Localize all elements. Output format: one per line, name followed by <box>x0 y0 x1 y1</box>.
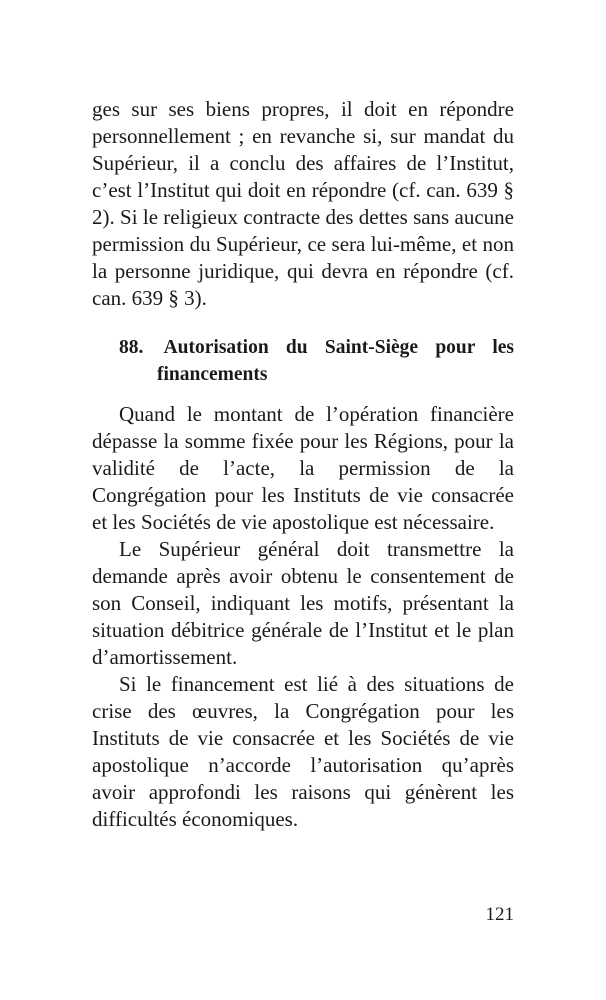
page-body <box>92 96 514 833</box>
section-heading <box>92 334 514 388</box>
body-paragraph-2: Le Supérieur général doit transmettre la demande après avoir obtenu le consentement de son Conseil, indiquant les motifs, présentant la situation débitrice générale de l’Institut et le plan d’amortissement. <box>92 537 514 669</box>
page-number: 121 <box>485 904 514 925</box>
body-paragraph-3: Si le financement est lié à des situations de crise des œuvres, la Congrégation pour les Instituts de vie consacrée et les Sociétés de vie apostolique n’accorde l’autorisation qu’après avoir approfondi les raisons qui génèrent les difficultés économiques. <box>92 672 514 831</box>
continued-paragraph: ges sur ses biens propres, il doit en répondre personnellement ; en revanche si, sur mandat du Supérieur, il a conclu des affaires de l’Institut, c’est l’Institut qui doit en répondre (cf. can. 639 § 2). Si le religieux contracte des dettes sans aucune permission du Supérieur, ce sera lui-même, et non la personne juridique, qui devra en répondre (cf. can. 639 § 3). <box>92 97 514 310</box>
section-title: Autorisation du Saint-Siège pour les financements <box>157 337 514 385</box>
section-number: 88. <box>119 337 144 358</box>
body-paragraph-1: Quand le montant de l’opération financière dépasse la somme fixée pour les Régions, pour la validité de l’acte, la permission de la Congrégation pour les Instituts de vie consacrée et les Sociétés de vie apostolique est nécessaire. <box>92 402 514 534</box>
